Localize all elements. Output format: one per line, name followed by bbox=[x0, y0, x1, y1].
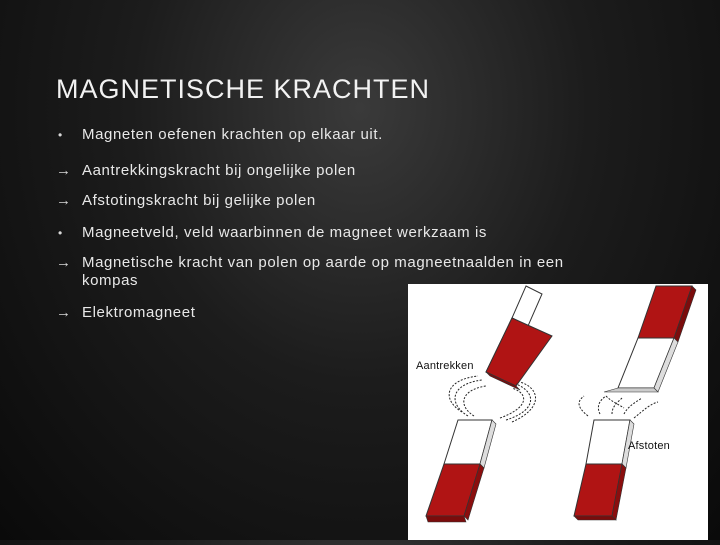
bullet-text: Aantrekkingskracht bij ongelijke polen bbox=[82, 162, 356, 179]
bottom-left-magnet bbox=[426, 420, 496, 522]
slide-title: MAGNETISCHE KRACHTEN bbox=[56, 74, 431, 104]
bullet-item bbox=[56, 192, 616, 210]
bullet-text: Magneten oefenen krachten op elkaar uit. bbox=[82, 126, 383, 143]
right-arrow-icon: → bbox=[56, 254, 72, 271]
repel-label: Afstoten bbox=[628, 440, 670, 452]
attract-label: Aantrekken bbox=[416, 360, 474, 372]
right-arrow-icon: → bbox=[56, 192, 72, 209]
bullet-item bbox=[56, 126, 616, 144]
repel-field-lines bbox=[579, 396, 658, 418]
bullet-text: Magnetische kracht van polen op aarde op magneetnaalden in een kompas bbox=[82, 254, 564, 289]
attract-field-lines bbox=[449, 376, 535, 422]
top-right-magnet bbox=[604, 286, 696, 392]
bullet-dot-icon: • bbox=[58, 226, 63, 240]
bullet-dot-icon: • bbox=[58, 128, 63, 142]
bullet-text: Afstotingskracht bij gelijke polen bbox=[82, 192, 316, 209]
magnets-illustration bbox=[408, 284, 708, 540]
bottom-right-magnet bbox=[574, 420, 634, 520]
right-arrow-icon: → bbox=[56, 162, 72, 179]
magnet-figure bbox=[408, 284, 708, 540]
bullet-item bbox=[56, 224, 616, 242]
bullet-text: Elektromagneet bbox=[82, 304, 196, 321]
right-arrow-icon: → bbox=[56, 304, 72, 321]
top-left-magnet bbox=[486, 286, 552, 390]
bullet-item bbox=[56, 162, 616, 180]
bullet-text: Magneetveld, veld waarbinnen de magneet werkzaam is bbox=[82, 224, 487, 241]
